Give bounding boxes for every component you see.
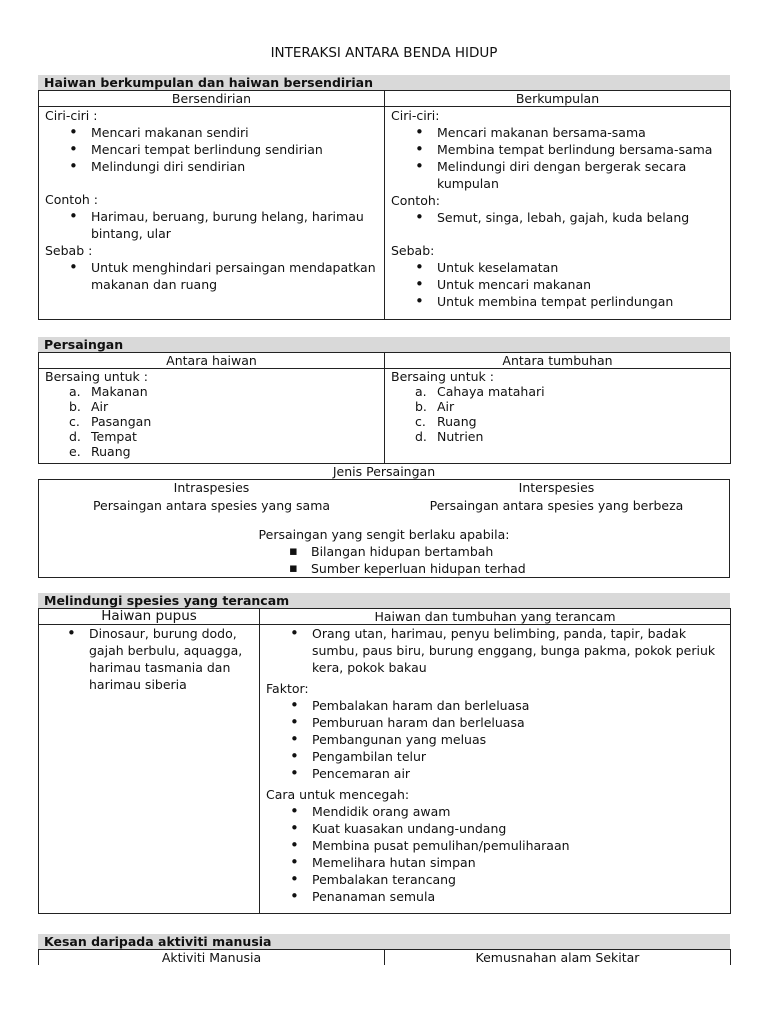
col-head-solitary: Bersendirian (39, 91, 385, 107)
competition-table (38, 352, 731, 464)
list-item: • Membina tempat berlindung bersama-sama (391, 141, 724, 158)
bullet-list (45, 259, 378, 293)
section-heading: Persaingan (38, 337, 730, 352)
list-item: b. Air (415, 399, 455, 414)
bullet-list (266, 625, 724, 676)
list-item: ▪ Bilangan hidupan bertambah (265, 543, 729, 560)
label: Ciri-ciri : (45, 108, 98, 123)
list-item: • Harimau, beruang, burung helang, harimau bintang, ular (45, 208, 378, 242)
intraspecies-head: Intraspesies (173, 480, 250, 495)
competition-types-label: Jenis Persaingan (332, 464, 436, 479)
bullet-list (391, 209, 724, 226)
section-endangered (38, 593, 730, 914)
bullet-list (45, 625, 253, 693)
list-item: d. Nutrien (415, 429, 484, 444)
label: Faktor: (266, 681, 309, 696)
list-item: • Mencari makanan bersama-sama (391, 124, 724, 141)
label: Contoh: (391, 193, 440, 208)
intraspecies-desc: Persaingan antara spesies yang sama (92, 498, 331, 513)
list-item: • Kuat kuasakan undang-undang (266, 820, 724, 837)
bullet-list (45, 124, 378, 175)
list-item: • Untuk menghindari persaingan mendapatkan makanan dan ruang (45, 259, 378, 293)
section-heading: Haiwan berkumpulan dan haiwan bersendirian (38, 75, 730, 90)
list-item: • Melindungi diri sendirian (45, 158, 378, 175)
list-item: • Untuk keselamatan (391, 259, 724, 276)
list-item: d. Tempat (69, 429, 137, 444)
list-item: • Dinosaur, burung dodo, gajah berbulu, aquagga, harimau tasmania dan harimau siberia (43, 625, 253, 693)
group-cell (385, 107, 731, 320)
col-head-animals: Antara haiwan (39, 353, 385, 369)
list-item: c. Ruang (415, 414, 477, 429)
endangered-table (38, 608, 731, 914)
list-item: b. Air (69, 399, 109, 414)
page-title: INTERAKSI ANTARA BENDA HIDUP (270, 45, 498, 61)
bullet-list (391, 259, 724, 310)
intense-competition-label: Persaingan yang sengit berlaku apabila: (258, 527, 510, 542)
bullet-list (266, 803, 724, 905)
list-item: • Mencari makanan sendiri (45, 124, 378, 141)
list-item: • Membina pusat pemulihan/pemuliharaan (266, 837, 724, 854)
col-head-plants: Antara tumbuhan (385, 353, 731, 369)
list-item: • Untuk membina tempat perlindungan (391, 293, 724, 310)
col-head-human-activity: Aktiviti Manusia (39, 950, 385, 966)
section-heading: Melindungi spesies yang terancam (38, 593, 730, 608)
lettered-list (391, 384, 724, 444)
competition-types-cell (39, 480, 730, 578)
plants-cell (385, 369, 731, 464)
list-item: c. Pasangan (69, 414, 152, 429)
list-item: • Pembangunan yang meluas (266, 731, 724, 748)
bullet-list (45, 208, 378, 242)
label: Sebab : (45, 243, 93, 258)
list-item: • Pencemaran air (266, 765, 724, 782)
section-human-impact (38, 934, 730, 965)
animals-cell (39, 369, 385, 464)
list-item: • Memelihara hutan simpan (266, 854, 724, 871)
label: Cara untuk mencegah: (266, 787, 410, 802)
label: Ciri-ciri: (391, 108, 440, 123)
list-item: • Penanaman semula (266, 888, 724, 905)
section-social-animals (38, 75, 730, 320)
col-head-endangered: Haiwan dan tumbuhan yang terancam (260, 609, 731, 625)
section-competition (38, 337, 730, 578)
extinct-cell (39, 625, 260, 914)
social-animals-table (38, 90, 731, 320)
section-heading: Kesan daripada aktiviti manusia (38, 934, 730, 949)
list-item: • Pemburuan haram dan berleluasa (266, 714, 724, 731)
list-item: a. Makanan (69, 384, 148, 399)
bullet-list (391, 124, 724, 192)
list-item: a. Cahaya matahari (415, 384, 545, 399)
label: Bersaing untuk : (45, 369, 148, 384)
competition-types-table (38, 479, 730, 578)
list-item: • Melindungi diri dengan bergerak secara kumpulan (391, 158, 724, 192)
bullet-list (266, 697, 724, 782)
list-item: • Untuk mencari makanan (391, 276, 724, 293)
interspecies-desc: Persaingan antara spesies yang berbeza (429, 498, 684, 513)
label: Sebab: (391, 243, 435, 258)
col-head-environment-damage: Kemusnahan alam Sekitar (385, 950, 731, 966)
list-item: • Semut, singa, lebah, gajah, kuda belang (391, 209, 724, 226)
interspecies-head: Interspesies (518, 480, 595, 495)
list-item: ▪ Sumber keperluan hidupan terhad (265, 560, 729, 577)
list-item: • Pembalakan terancang (266, 871, 724, 888)
label: Contoh : (45, 192, 98, 207)
label: Bersaing untuk : (391, 369, 494, 384)
col-head-group: Berkumpulan (385, 91, 731, 107)
human-impact-table (38, 949, 731, 965)
col-head-extinct: Haiwan pupus (39, 609, 260, 625)
list-item: • Orang utan, harimau, penyu belimbing, panda, tapir, badak sumbu, paus biru, burung enggang, bunga pakma, pokok periuk kera, pokok bakau (266, 625, 724, 676)
list-item: • Mencari tempat berlindung sendirian (45, 141, 378, 158)
list-item: • Pembalakan haram dan berleluasa (266, 697, 724, 714)
solitary-cell (39, 107, 385, 320)
list-item: • Mendidik orang awam (266, 803, 724, 820)
lettered-list (45, 384, 378, 459)
list-item: • Pengambilan telur (266, 748, 724, 765)
endangered-cell (260, 625, 731, 914)
list-item: e. Ruang (69, 444, 131, 459)
square-bullet-list (265, 543, 729, 577)
